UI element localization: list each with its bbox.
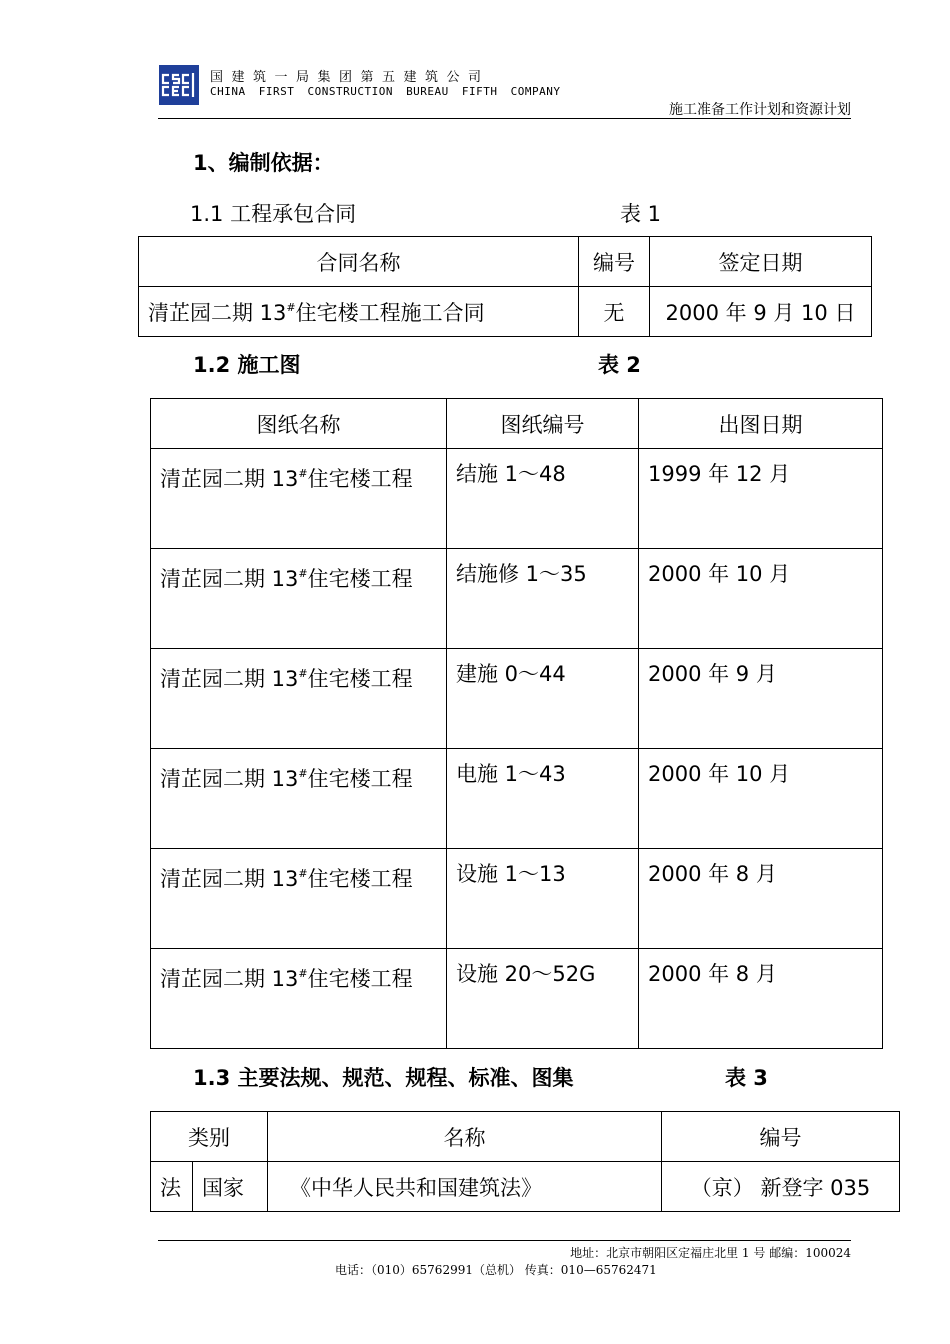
drawing-code-cell: 结施修 1～35 (447, 549, 639, 649)
drawing-code-cell: 电施 1～43 (447, 749, 639, 849)
column-header: 编号 (579, 237, 650, 287)
drawing-code-cell: 设施 1～13 (447, 849, 639, 949)
drawing-date-cell: 2000 年 8 月 (639, 949, 883, 1049)
column-header: 签定日期 (650, 237, 872, 287)
drawing-name-cell: 清芷园二期 13#住宅楼工程 (151, 749, 447, 849)
drawing-date-cell: 2000 年 8 月 (639, 849, 883, 949)
drawing-name-cell: 清芷园二期 13#住宅楼工程 (151, 849, 447, 949)
table-row (151, 649, 883, 749)
contract-name-cell: 清芷园二期 13#住宅楼工程施工合同 (139, 287, 579, 337)
column-header: 出图日期 (639, 399, 883, 449)
column-header: 编号 (662, 1112, 900, 1162)
table1-caption: 1.1 工程承包合同 (190, 202, 357, 226)
drawing-date-cell: 2000 年 10 月 (639, 549, 883, 649)
column-header: 名称 (268, 1112, 662, 1162)
contract-date-cell: 2000 年 9 月 10 日 (650, 287, 872, 337)
subcategory-cell: 国家 (193, 1162, 268, 1212)
drawing-code-cell: 结施 1～48 (447, 449, 639, 549)
table-row (151, 549, 883, 649)
drawing-date-cell: 2000 年 10 月 (639, 749, 883, 849)
category-cell: 法 (151, 1162, 193, 1212)
table-row (151, 949, 883, 1049)
table3-caption: 1.3 主要法规、规范、规程、标准、图集 (193, 1066, 574, 1090)
contract-code-cell: 无 (579, 287, 650, 337)
table-row (151, 1162, 900, 1212)
regulation-name-cell: 《中华人民共和国建筑法》 (268, 1162, 662, 1212)
table-row (139, 287, 872, 337)
drawing-name-cell: 清芷园二期 13#住宅楼工程 (151, 649, 447, 749)
drawing-name-cell: 清芷园二期 13#住宅楼工程 (151, 449, 447, 549)
table-header-row (151, 399, 883, 449)
regulations-table (150, 1111, 900, 1212)
column-header: 合同名称 (139, 237, 579, 287)
table-header-row (139, 237, 872, 287)
table-row (151, 849, 883, 949)
drawings-table (150, 398, 883, 1049)
column-header: 类别 (151, 1112, 268, 1162)
table-header-row (151, 1112, 900, 1162)
company-name-cn: 国建筑一局集团第五建筑公司 (210, 70, 490, 85)
company-name-en: CHINA FIRST CONSTRUCTION BUREAU FIFTH COMPANY (210, 85, 561, 98)
document-title: 施工准备工作计划和资源计划 (669, 102, 851, 118)
drawing-code-cell: 建施 0～44 (447, 649, 639, 749)
table2-caption: 1.2 施工图 (193, 353, 301, 377)
regulation-code-cell: （京） 新登字 035 (662, 1162, 900, 1212)
table3-label: 表 3 (725, 1066, 768, 1090)
footer-divider (158, 1240, 851, 1241)
drawing-name-cell: 清芷园二期 13#住宅楼工程 (151, 949, 447, 1049)
table-row (151, 449, 883, 549)
contract-table (138, 236, 872, 337)
drawing-date-cell: 2000 年 9 月 (639, 649, 883, 749)
table2-label: 表 2 (598, 353, 641, 377)
table1-label: 表 1 (620, 202, 662, 226)
drawing-date-cell: 1999 年 12 月 (639, 449, 883, 549)
footer-phone: 电话：（010）65762991（总机） 传真：010—65762471 (335, 1263, 657, 1277)
footer-address: 地址：北京市朝阳区定福庄北里 1 号 邮编：100024 (570, 1246, 851, 1260)
drawing-code-cell: 设施 20～52G (447, 949, 639, 1049)
company-logo (159, 65, 199, 105)
section-heading: 1、编制依据： (193, 151, 334, 175)
column-header: 图纸编号 (447, 399, 639, 449)
header-divider (158, 118, 851, 119)
column-header: 图纸名称 (151, 399, 447, 449)
drawing-name-cell: 清芷园二期 13#住宅楼工程 (151, 549, 447, 649)
table-row (151, 749, 883, 849)
